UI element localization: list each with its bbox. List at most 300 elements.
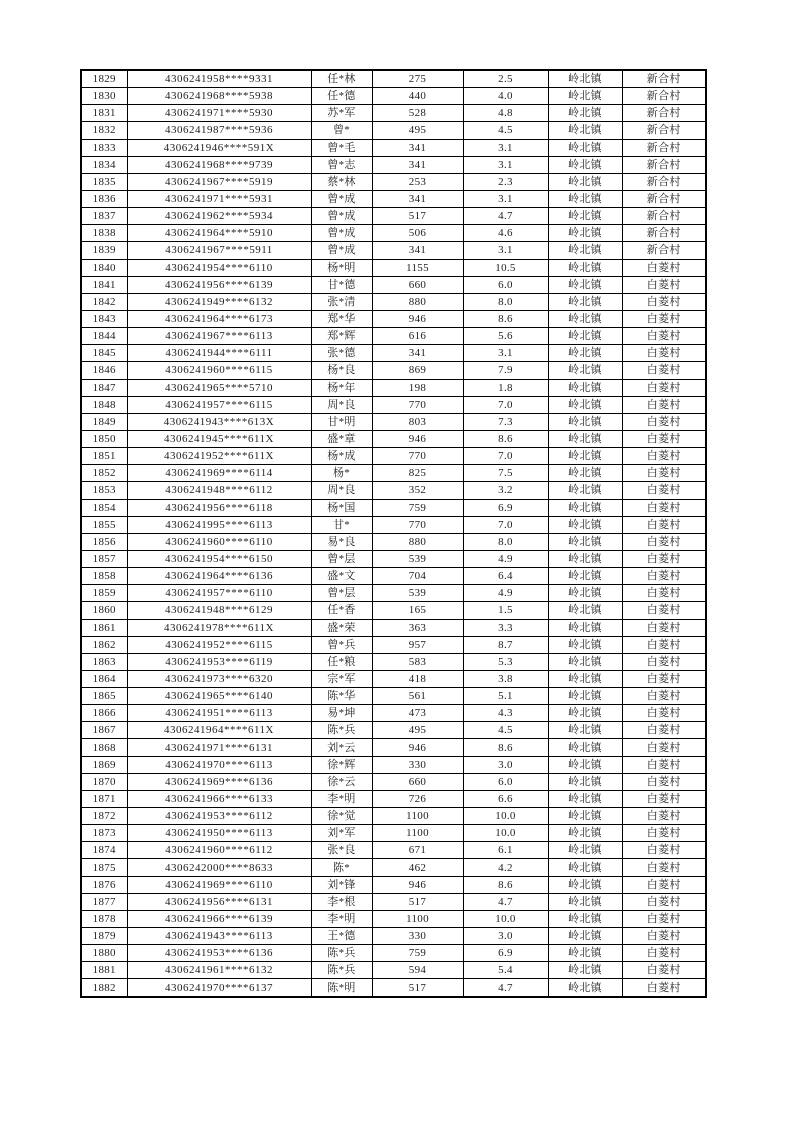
village-cell: 新合村 <box>622 242 706 259</box>
village-cell: 新合村 <box>622 70 706 88</box>
id-cell: 4306241946****591X <box>127 139 311 156</box>
village-cell: 白菱村 <box>622 310 706 327</box>
rate-cell: 4.6 <box>463 225 548 242</box>
amount-cell: 1100 <box>372 910 463 927</box>
table-row <box>81 276 706 293</box>
seq-cell: 1874 <box>81 842 127 859</box>
village-cell: 新合村 <box>622 122 706 139</box>
name-cell: 盛*文 <box>311 568 372 585</box>
village-cell: 白菱村 <box>622 550 706 567</box>
village-cell: 新合村 <box>622 208 706 225</box>
village-cell: 白菱村 <box>622 945 706 962</box>
town-cell: 岭北镇 <box>548 688 622 705</box>
village-cell: 白菱村 <box>622 362 706 379</box>
table-row <box>81 670 706 687</box>
village-cell: 白菱村 <box>622 516 706 533</box>
id-cell: 4306241970****6137 <box>127 979 311 997</box>
seq-cell: 1840 <box>81 259 127 276</box>
rate-cell: 5.4 <box>463 962 548 979</box>
table-row <box>81 773 706 790</box>
table-row <box>81 619 706 636</box>
id-cell: 4306241978****611X <box>127 619 311 636</box>
table-row <box>81 328 706 345</box>
id-cell: 4306241995****6113 <box>127 516 311 533</box>
table-row <box>81 962 706 979</box>
id-cell: 4306241961****6132 <box>127 962 311 979</box>
rate-cell: 3.0 <box>463 928 548 945</box>
table-row <box>81 739 706 756</box>
rate-cell: 4.0 <box>463 88 548 105</box>
amount-cell: 352 <box>372 482 463 499</box>
amount-cell: 440 <box>372 88 463 105</box>
table-row <box>81 653 706 670</box>
id-cell: 4306242000****8633 <box>127 859 311 876</box>
seq-cell: 1876 <box>81 876 127 893</box>
table-row <box>81 910 706 927</box>
id-cell: 4306241944****6111 <box>127 345 311 362</box>
town-cell: 岭北镇 <box>548 790 622 807</box>
name-cell: 李*明 <box>311 910 372 927</box>
table-row <box>81 139 706 156</box>
town-cell: 岭北镇 <box>548 208 622 225</box>
id-cell: 4306241956****6131 <box>127 893 311 910</box>
rate-cell: 8.0 <box>463 533 548 550</box>
rate-cell: 6.6 <box>463 790 548 807</box>
amount-cell: 803 <box>372 413 463 430</box>
name-cell: 陈*华 <box>311 688 372 705</box>
rate-cell: 3.1 <box>463 139 548 156</box>
seq-cell: 1869 <box>81 756 127 773</box>
table-row <box>81 859 706 876</box>
amount-cell: 561 <box>372 688 463 705</box>
town-cell: 岭北镇 <box>548 430 622 447</box>
rate-cell: 6.9 <box>463 499 548 516</box>
table-row <box>81 568 706 585</box>
seq-cell: 1859 <box>81 585 127 602</box>
id-cell: 4306241971****5930 <box>127 105 311 122</box>
name-cell: 曾*成 <box>311 190 372 207</box>
id-cell: 4306241969****6114 <box>127 465 311 482</box>
village-cell: 白菱村 <box>622 688 706 705</box>
rate-cell: 5.1 <box>463 688 548 705</box>
town-cell: 岭北镇 <box>548 413 622 430</box>
town-cell: 岭北镇 <box>548 842 622 859</box>
rate-cell: 4.5 <box>463 722 548 739</box>
name-cell: 陈*兵 <box>311 962 372 979</box>
seq-cell: 1834 <box>81 156 127 173</box>
name-cell: 李*明 <box>311 790 372 807</box>
town-cell: 岭北镇 <box>548 739 622 756</box>
id-cell: 4306241969****6136 <box>127 773 311 790</box>
id-cell: 4306241958****9331 <box>127 70 311 88</box>
amount-cell: 759 <box>372 945 463 962</box>
seq-cell: 1842 <box>81 293 127 310</box>
id-cell: 4306241948****6129 <box>127 602 311 619</box>
village-cell: 新合村 <box>622 156 706 173</box>
name-cell: 宗*军 <box>311 670 372 687</box>
amount-cell: 165 <box>372 602 463 619</box>
town-cell: 岭北镇 <box>548 310 622 327</box>
table-row <box>81 448 706 465</box>
seq-cell: 1857 <box>81 550 127 567</box>
amount-cell: 330 <box>372 756 463 773</box>
table-row <box>81 499 706 516</box>
name-cell: 张*良 <box>311 842 372 859</box>
seq-cell: 1881 <box>81 962 127 979</box>
id-cell: 4306241943****6113 <box>127 928 311 945</box>
town-cell: 岭北镇 <box>548 756 622 773</box>
village-cell: 白菱村 <box>622 585 706 602</box>
town-cell: 岭北镇 <box>548 482 622 499</box>
name-cell: 曾*兵 <box>311 636 372 653</box>
id-cell: 4306241952****6115 <box>127 636 311 653</box>
amount-cell: 825 <box>372 465 463 482</box>
seq-cell: 1864 <box>81 670 127 687</box>
rate-cell: 7.9 <box>463 362 548 379</box>
name-cell: 徐*云 <box>311 773 372 790</box>
town-cell: 岭北镇 <box>548 859 622 876</box>
amount-cell: 363 <box>372 619 463 636</box>
name-cell: 盛*章 <box>311 430 372 447</box>
name-cell: 郑*华 <box>311 310 372 327</box>
rate-cell: 10.0 <box>463 808 548 825</box>
amount-cell: 1155 <box>372 259 463 276</box>
id-cell: 4306241966****6139 <box>127 910 311 927</box>
table-row <box>81 190 706 207</box>
seq-cell: 1871 <box>81 790 127 807</box>
seq-cell: 1867 <box>81 722 127 739</box>
name-cell: 甘*明 <box>311 413 372 430</box>
amount-cell: 946 <box>372 430 463 447</box>
roster-table-body <box>81 70 706 997</box>
seq-cell: 1835 <box>81 173 127 190</box>
village-cell: 白菱村 <box>622 568 706 585</box>
id-cell: 4306241943****613X <box>127 413 311 430</box>
name-cell: 徐*觉 <box>311 808 372 825</box>
id-cell: 4306241949****6132 <box>127 293 311 310</box>
rate-cell: 6.9 <box>463 945 548 962</box>
rate-cell: 3.0 <box>463 756 548 773</box>
village-cell: 白菱村 <box>622 928 706 945</box>
table-row <box>81 756 706 773</box>
id-cell: 4306241969****6110 <box>127 876 311 893</box>
amount-cell: 341 <box>372 139 463 156</box>
town-cell: 岭北镇 <box>548 928 622 945</box>
name-cell: 张*德 <box>311 345 372 362</box>
amount-cell: 594 <box>372 962 463 979</box>
village-cell: 白菱村 <box>622 790 706 807</box>
amount-cell: 341 <box>372 345 463 362</box>
seq-cell: 1873 <box>81 825 127 842</box>
rate-cell: 8.6 <box>463 430 548 447</box>
rate-cell: 8.6 <box>463 739 548 756</box>
village-cell: 白菱村 <box>622 499 706 516</box>
rate-cell: 8.0 <box>463 293 548 310</box>
id-cell: 4306241954****6110 <box>127 259 311 276</box>
table-row <box>81 979 706 997</box>
amount-cell: 583 <box>372 653 463 670</box>
table-row <box>81 585 706 602</box>
rate-cell: 8.6 <box>463 876 548 893</box>
table-row <box>81 259 706 276</box>
town-cell: 岭北镇 <box>548 173 622 190</box>
amount-cell: 946 <box>372 876 463 893</box>
amount-cell: 517 <box>372 979 463 997</box>
id-cell: 4306241968****9739 <box>127 156 311 173</box>
id-cell: 4306241966****6133 <box>127 790 311 807</box>
amount-cell: 660 <box>372 773 463 790</box>
town-cell: 岭北镇 <box>548 516 622 533</box>
id-cell: 4306241970****6113 <box>127 756 311 773</box>
village-cell: 白菱村 <box>622 893 706 910</box>
name-cell: 郑*辉 <box>311 328 372 345</box>
seq-cell: 1843 <box>81 310 127 327</box>
village-cell: 白菱村 <box>622 413 706 430</box>
village-cell: 白菱村 <box>622 276 706 293</box>
amount-cell: 957 <box>372 636 463 653</box>
village-cell: 白菱村 <box>622 825 706 842</box>
village-cell: 白菱村 <box>622 808 706 825</box>
id-cell: 4306241951****6113 <box>127 705 311 722</box>
id-cell: 4306241956****6139 <box>127 276 311 293</box>
town-cell: 岭北镇 <box>548 345 622 362</box>
town-cell: 岭北镇 <box>548 70 622 88</box>
table-row <box>81 362 706 379</box>
rate-cell: 3.1 <box>463 156 548 173</box>
name-cell: 曾*成 <box>311 225 372 242</box>
id-cell: 4306241964****5910 <box>127 225 311 242</box>
amount-cell: 869 <box>372 362 463 379</box>
amount-cell: 341 <box>372 156 463 173</box>
table-row <box>81 722 706 739</box>
seq-cell: 1879 <box>81 928 127 945</box>
name-cell: 刘*云 <box>311 739 372 756</box>
id-cell: 4306241968****5938 <box>127 88 311 105</box>
amount-cell: 946 <box>372 310 463 327</box>
seq-cell: 1882 <box>81 979 127 997</box>
town-cell: 岭北镇 <box>548 465 622 482</box>
rate-cell: 6.0 <box>463 276 548 293</box>
rate-cell: 4.9 <box>463 585 548 602</box>
name-cell: 曾*志 <box>311 156 372 173</box>
name-cell: 蔡*林 <box>311 173 372 190</box>
amount-cell: 671 <box>372 842 463 859</box>
village-cell: 新合村 <box>622 88 706 105</box>
id-cell: 4306241960****6115 <box>127 362 311 379</box>
amount-cell: 770 <box>372 396 463 413</box>
town-cell: 岭北镇 <box>548 893 622 910</box>
seq-cell: 1850 <box>81 430 127 447</box>
amount-cell: 418 <box>372 670 463 687</box>
id-cell: 4306241950****6113 <box>127 825 311 842</box>
name-cell: 甘* <box>311 516 372 533</box>
amount-cell: 726 <box>372 790 463 807</box>
table-row <box>81 636 706 653</box>
town-cell: 岭北镇 <box>548 550 622 567</box>
name-cell: 任*粮 <box>311 653 372 670</box>
seq-cell: 1846 <box>81 362 127 379</box>
table-row <box>81 208 706 225</box>
amount-cell: 198 <box>372 379 463 396</box>
town-cell: 岭北镇 <box>548 293 622 310</box>
rate-cell: 8.7 <box>463 636 548 653</box>
town-cell: 岭北镇 <box>548 242 622 259</box>
seq-cell: 1849 <box>81 413 127 430</box>
table-row <box>81 156 706 173</box>
id-cell: 4306241956****6118 <box>127 499 311 516</box>
village-cell: 新合村 <box>622 105 706 122</box>
village-cell: 白菱村 <box>622 328 706 345</box>
rate-cell: 4.3 <box>463 705 548 722</box>
name-cell: 苏*军 <box>311 105 372 122</box>
table-row <box>81 482 706 499</box>
table-row <box>81 242 706 259</box>
table-row <box>81 516 706 533</box>
seq-cell: 1832 <box>81 122 127 139</box>
seq-cell: 1830 <box>81 88 127 105</box>
id-cell: 4306241957****6115 <box>127 396 311 413</box>
seq-cell: 1841 <box>81 276 127 293</box>
village-cell: 白菱村 <box>622 773 706 790</box>
seq-cell: 1865 <box>81 688 127 705</box>
table-row <box>81 396 706 413</box>
village-cell: 白菱村 <box>622 533 706 550</box>
village-cell: 白菱村 <box>622 293 706 310</box>
amount-cell: 462 <box>372 859 463 876</box>
seq-cell: 1839 <box>81 242 127 259</box>
village-cell: 白菱村 <box>622 448 706 465</box>
town-cell: 岭北镇 <box>548 722 622 739</box>
name-cell: 曾*毛 <box>311 139 372 156</box>
table-row <box>81 122 706 139</box>
amount-cell: 770 <box>372 448 463 465</box>
seq-cell: 1880 <box>81 945 127 962</box>
name-cell: 易*坤 <box>311 705 372 722</box>
seq-cell: 1866 <box>81 705 127 722</box>
rate-cell: 4.7 <box>463 893 548 910</box>
rate-cell: 1.5 <box>463 602 548 619</box>
table-row <box>81 790 706 807</box>
rate-cell: 4.9 <box>463 550 548 567</box>
rate-cell: 5.3 <box>463 653 548 670</box>
amount-cell: 946 <box>372 739 463 756</box>
name-cell: 徐*辉 <box>311 756 372 773</box>
town-cell: 岭北镇 <box>548 585 622 602</box>
name-cell: 张*清 <box>311 293 372 310</box>
id-cell: 4306241960****6112 <box>127 842 311 859</box>
village-cell: 白菱村 <box>622 259 706 276</box>
rate-cell: 10.0 <box>463 910 548 927</box>
rate-cell: 3.2 <box>463 482 548 499</box>
town-cell: 岭北镇 <box>548 139 622 156</box>
village-cell: 白菱村 <box>622 722 706 739</box>
rate-cell: 10.0 <box>463 825 548 842</box>
table-row <box>81 173 706 190</box>
seq-cell: 1855 <box>81 516 127 533</box>
table-row <box>81 550 706 567</box>
town-cell: 岭北镇 <box>548 602 622 619</box>
table-row <box>81 808 706 825</box>
name-cell: 周*良 <box>311 482 372 499</box>
table-row <box>81 602 706 619</box>
id-cell: 4306241965****6140 <box>127 688 311 705</box>
rate-cell: 7.0 <box>463 396 548 413</box>
seq-cell: 1862 <box>81 636 127 653</box>
rate-cell: 7.5 <box>463 465 548 482</box>
table-row <box>81 688 706 705</box>
name-cell: 刘*军 <box>311 825 372 842</box>
town-cell: 岭北镇 <box>548 979 622 997</box>
village-cell: 白菱村 <box>622 465 706 482</box>
name-cell: 杨*年 <box>311 379 372 396</box>
amount-cell: 517 <box>372 893 463 910</box>
rate-cell: 5.6 <box>463 328 548 345</box>
id-cell: 4306241960****6110 <box>127 533 311 550</box>
seq-cell: 1853 <box>81 482 127 499</box>
town-cell: 岭北镇 <box>548 876 622 893</box>
id-cell: 4306241954****6150 <box>127 550 311 567</box>
town-cell: 岭北镇 <box>548 962 622 979</box>
village-cell: 白菱村 <box>622 396 706 413</box>
name-cell: 杨* <box>311 465 372 482</box>
town-cell: 岭北镇 <box>548 808 622 825</box>
rate-cell: 7.3 <box>463 413 548 430</box>
amount-cell: 1100 <box>372 825 463 842</box>
table-row <box>81 893 706 910</box>
id-cell: 4306241964****6173 <box>127 310 311 327</box>
seq-cell: 1861 <box>81 619 127 636</box>
table-row <box>81 310 706 327</box>
rate-cell: 10.5 <box>463 259 548 276</box>
id-cell: 4306241965****5710 <box>127 379 311 396</box>
seq-cell: 1854 <box>81 499 127 516</box>
village-cell: 白菱村 <box>622 842 706 859</box>
seq-cell: 1877 <box>81 893 127 910</box>
village-cell: 白菱村 <box>622 705 706 722</box>
village-cell: 白菱村 <box>622 859 706 876</box>
name-cell: 盛*荣 <box>311 619 372 636</box>
rate-cell: 2.5 <box>463 70 548 88</box>
name-cell: 刘*锋 <box>311 876 372 893</box>
id-cell: 4306241957****6110 <box>127 585 311 602</box>
table-row <box>81 345 706 362</box>
seq-cell: 1863 <box>81 653 127 670</box>
amount-cell: 341 <box>372 190 463 207</box>
table-row <box>81 293 706 310</box>
amount-cell: 880 <box>372 293 463 310</box>
table-row <box>81 928 706 945</box>
town-cell: 岭北镇 <box>548 653 622 670</box>
id-cell: 4306241967****5911 <box>127 242 311 259</box>
seq-cell: 1875 <box>81 859 127 876</box>
seq-cell: 1852 <box>81 465 127 482</box>
town-cell: 岭北镇 <box>548 362 622 379</box>
name-cell: 陈*兵 <box>311 945 372 962</box>
name-cell: 任*德 <box>311 88 372 105</box>
town-cell: 岭北镇 <box>548 328 622 345</box>
seq-cell: 1831 <box>81 105 127 122</box>
town-cell: 岭北镇 <box>548 773 622 790</box>
rate-cell: 7.0 <box>463 516 548 533</box>
rate-cell: 6.0 <box>463 773 548 790</box>
seq-cell: 1860 <box>81 602 127 619</box>
amount-cell: 880 <box>372 533 463 550</box>
name-cell: 杨*成 <box>311 448 372 465</box>
name-cell: 周*良 <box>311 396 372 413</box>
village-cell: 新合村 <box>622 190 706 207</box>
id-cell: 4306241964****6136 <box>127 568 311 585</box>
name-cell: 李*根 <box>311 893 372 910</box>
